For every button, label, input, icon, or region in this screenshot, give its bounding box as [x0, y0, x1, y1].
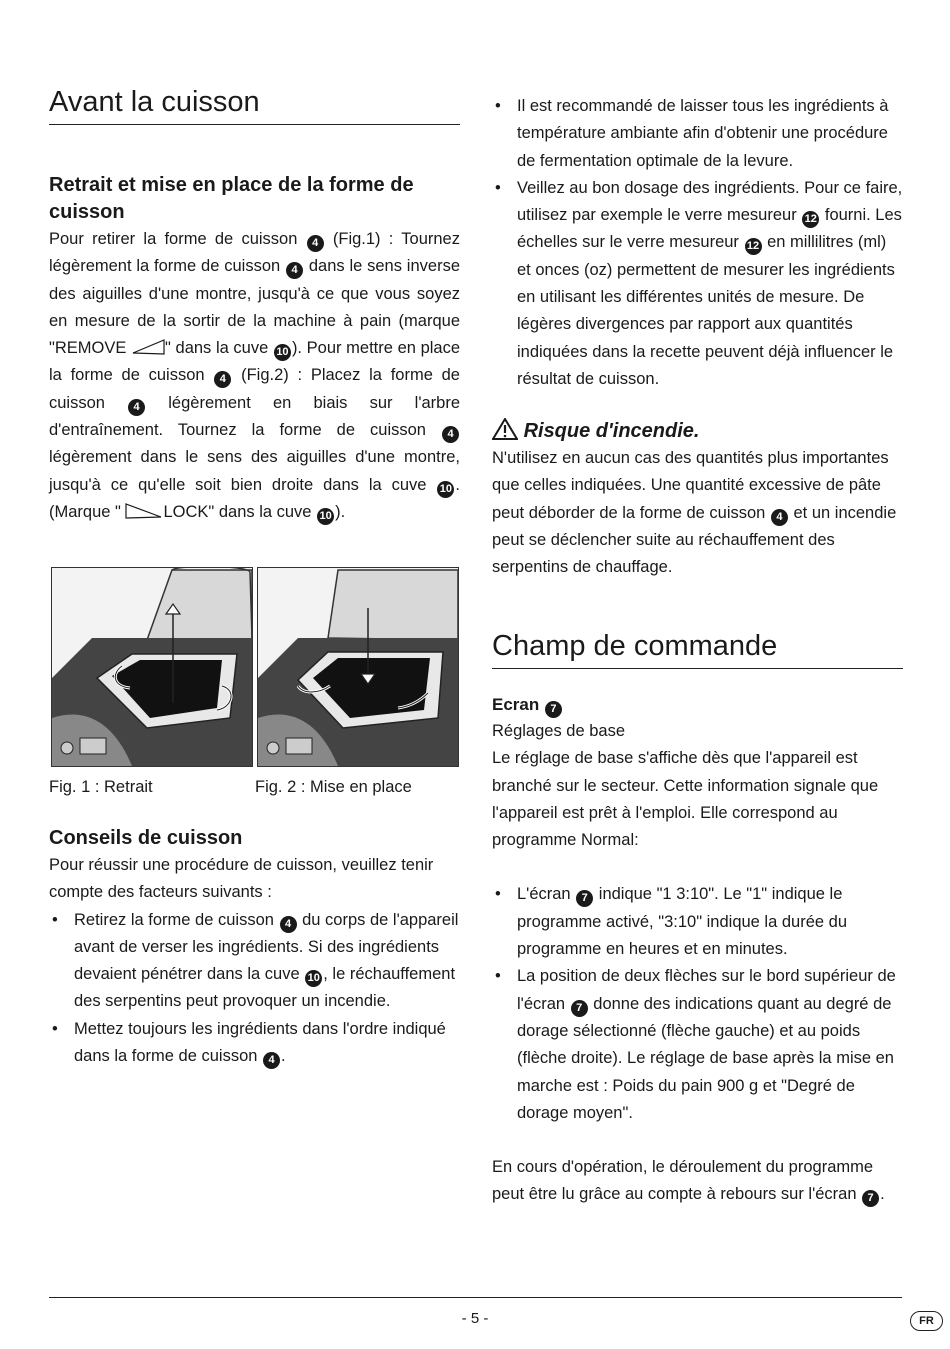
- part-number-10: 10: [437, 481, 454, 498]
- section-removal: [49, 172, 460, 526]
- section-title-control-panel: Champ de commande: [492, 628, 903, 669]
- part-number-4: 4: [771, 509, 788, 526]
- base-settings-text: Le réglage de base s'affiche dès que l'appareil est branché sur le secteur. Cette information signale que l'appareil est prêt à l'emploi. Elle correspond au programme Normal:: [492, 749, 879, 850]
- part-number-10: 10: [274, 344, 291, 361]
- list-item: • La position de deux flèches sur le bord supérieur de l'écran 7 donne des indications quant au degré de dorage sélectionné (flèche gauche) et au poids (flèche droite). Le réglage de base après la mise en marche est : Poids du pain 900 g et "Degré de dorage moyen".: [492, 963, 903, 1127]
- warning-triangle-icon: [492, 418, 518, 440]
- tips-list-continued: [492, 93, 903, 393]
- figure-insertion: [257, 567, 459, 767]
- footer-divider: [49, 1297, 902, 1298]
- remove-arrow-icon: [131, 339, 165, 355]
- part-number-10: 10: [305, 970, 322, 987]
- section-heading-tips: Conseils de cuisson: [49, 827, 243, 849]
- part-number-4: 4: [307, 235, 324, 252]
- section-display: [492, 691, 903, 1209]
- list-item: • Veillez au bon dosage des ingrédients. Pour ce faire, utilisez par exemple le verre mesureur 12 fourni. Les échelles sur le verre mesureur 12 en millilitres (ml) et onces (oz) permettent de mesurer les ingrédients en utilisant les différentes unités de mesure. De légères divergences par rapport aux quantités indiquées dans la recette peuvent déjà influencer le résultat de cuisson.: [492, 175, 903, 393]
- part-number-7: 7: [571, 1000, 588, 1017]
- figure1-caption: Fig. 1 : Retrait: [49, 778, 153, 796]
- part-number-4: 4: [128, 399, 145, 416]
- warning-heading: Risque d'incendie.: [492, 418, 903, 445]
- display-heading: Ecran 7: [492, 691, 903, 718]
- page-title: Avant la cuisson: [49, 84, 460, 125]
- tips-intro: Pour réussir une procédure de cuisson, veuillez tenir compte des facteurs suivants :: [49, 856, 434, 902]
- part-number-10: 10: [317, 508, 334, 525]
- figure-removal: [51, 567, 253, 767]
- bread-pan-insertion-illustration: [258, 568, 458, 766]
- countdown-text: En cours d'opération, le déroulement du programme peut être lu grâce au compte à rebours sur l'écran 7 .: [492, 1154, 903, 1209]
- removal-paragraph: Pour retirer la forme de cuisson 4 (Fig.1) : Tournez légèrement la forme de cuisson 4 dans le sens inverse des aiguilles d'une montre, jusqu'à ce que vous soyez en mesure de la sortir de la machine à pain (marque "REMOVE " dans la cuve 10 ). Pour mettre en place la forme de cuisson 4 (Fig.2) : Placez la forme de cuisson 4 légèrement en biais sur l'arbre d'entraînement. Tournez la forme de cuisson 4 légèrement dans le sens des aiguilles d'une montre, jusqu'à ce qu'elle soit bien droite dans la cuve 10 . (Marque " LOCK" dans la cuve 10 ).: [49, 226, 460, 526]
- tips-list: [49, 907, 460, 1071]
- part-number-12: 12: [745, 238, 762, 255]
- part-number-4: 4: [280, 916, 297, 933]
- tips-continued: [492, 93, 903, 393]
- base-settings-label: Réglages de base: [492, 722, 626, 740]
- warning-text: N'utilisez en aucun cas des quantités plus importantes que celles indiquées. Une quantité excessive de pâte peut déborder de la forme de cuisson 4 et un incendie peut se déclencher suite au réchauffement des serpentins de chauffage.: [492, 449, 897, 577]
- fire-warning: [492, 418, 903, 581]
- part-number-4: 4: [286, 262, 303, 279]
- list-item: • Il est recommandé de laisser tous les ingrédients à température ambiante afin d'obtenir une procédure de fermentation optimale de la levure.: [492, 93, 903, 175]
- language-badge: FR: [910, 1311, 943, 1331]
- part-number-7: 7: [862, 1190, 879, 1207]
- part-number-4: 4: [442, 426, 459, 443]
- section-heading-removal: Retrait et mise en place de la forme de cuisson: [49, 174, 414, 223]
- part-number-12: 12: [802, 211, 819, 228]
- display-list: [492, 881, 903, 1127]
- list-item: • L'écran 7 indique "1 3:10". Le "1" indique le programme activé, "3:10" indique la durée du programme en heures et en minutes.: [492, 881, 903, 963]
- page-number: - 5 -: [461, 1310, 489, 1327]
- bread-pan-removal-illustration: [52, 568, 252, 766]
- part-number-7: 7: [576, 890, 593, 907]
- part-number-4: 4: [263, 1052, 280, 1069]
- list-item: • Mettez toujours les ingrédients dans l'ordre indiqué dans la forme de cuisson 4 .: [49, 1016, 460, 1071]
- figure2-caption: Fig. 2 : Mise en place: [255, 778, 412, 796]
- part-number-7: 7: [545, 701, 562, 718]
- part-number-4: 4: [214, 371, 231, 388]
- lock-arrow-icon: [125, 503, 163, 519]
- section-tips: [49, 825, 460, 1070]
- list-item: • Retirez la forme de cuisson 4 du corps de l'appareil avant de verser les ingrédients. Si des ingrédients devaient pénétrer dans la cuve 10 , le réchauffement des serpentins peut provoquer un incendie.: [49, 907, 460, 1016]
